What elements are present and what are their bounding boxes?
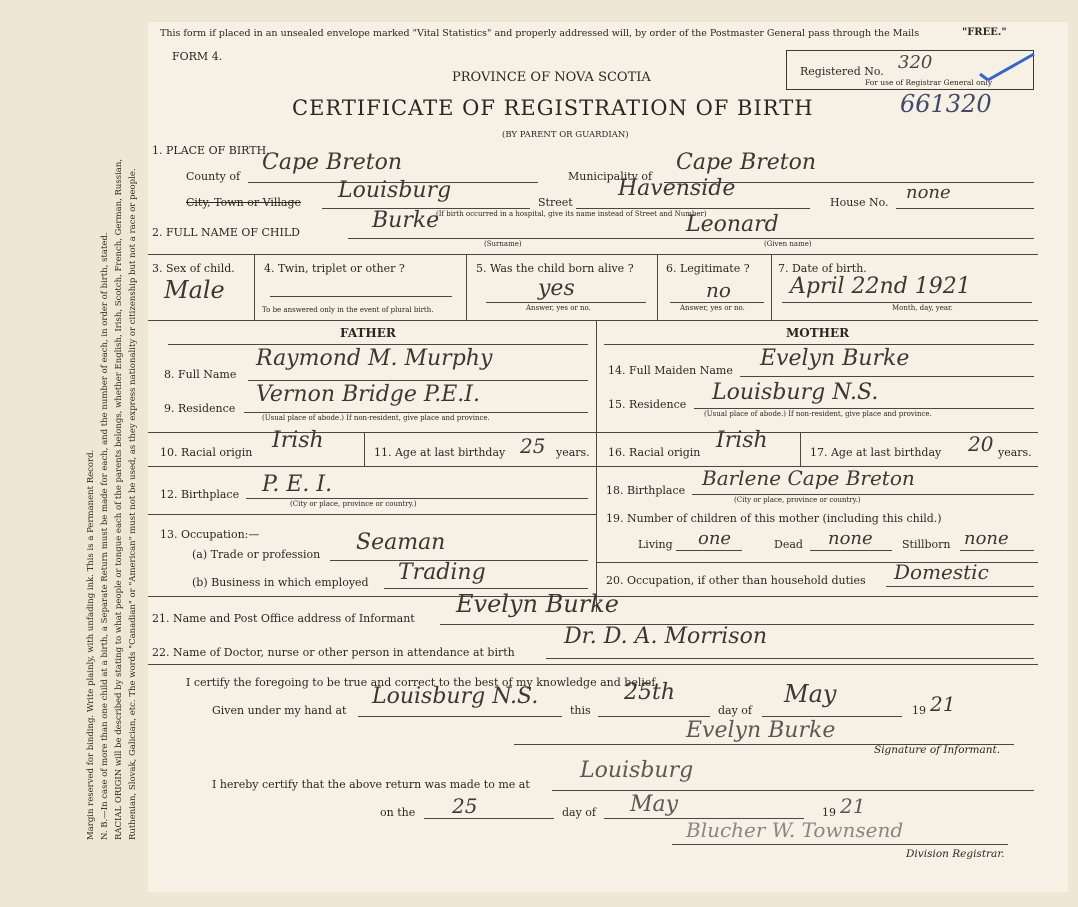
mother-age-value: 20 xyxy=(968,432,994,456)
side-note-4: Ruthenian, Slovak, Galician, etc. The words "Canadian" or "American" must not be used, as they express nationality or citizenship but not a race or people. xyxy=(128,168,138,840)
child-surname: Burke xyxy=(372,208,440,233)
dead-value: none xyxy=(828,528,873,549)
file-number: 661320 xyxy=(900,90,992,118)
given-place-value: Louisburg N.S. xyxy=(372,684,539,709)
father-age-value: 25 xyxy=(520,434,546,458)
mother-name-value: Evelyn Burke xyxy=(760,346,910,371)
county-value: Cape Breton xyxy=(262,150,403,175)
dead-label: Dead xyxy=(774,538,803,551)
registrar-signature: Blucher W. Townsend xyxy=(686,818,904,842)
father-age-label: 11. Age at last birthday xyxy=(374,446,506,459)
mother-occupation-label: 20. Occupation, if other than household duties xyxy=(606,574,866,587)
side-note-3: RACIAL ORIGIN will be described by stating to what people or tongue each of the parents belongs, whether English, Irish, Scotch, French, German, Russian, xyxy=(114,158,124,840)
father-heading: FATHER xyxy=(340,326,396,340)
mother-occupation-value: Domestic xyxy=(894,560,989,584)
on-the-label: on the xyxy=(380,806,416,819)
given-year-value: 21 xyxy=(930,692,956,716)
hospital-note: (If birth occurred in a hospital, give its name instead of Street and Number) xyxy=(436,210,707,218)
given-note: (Given name) xyxy=(764,240,812,248)
legitimate-value: no xyxy=(706,278,731,302)
province-title: PROVINCE OF NOVA SCOTIA xyxy=(452,70,651,85)
hereby-text: I hereby certify that the above return was made to me at xyxy=(212,778,530,791)
city-value: Louisburg xyxy=(338,178,452,203)
father-business-label: (b) Business in which employed xyxy=(192,576,369,589)
doctor-label: 22. Name of Doctor, nurse or other person in attendance at birth xyxy=(152,646,515,659)
stillborn-value: none xyxy=(964,528,1009,549)
return-dayof-label: day of xyxy=(562,806,597,819)
alive-label: 5. Was the child born alive ? xyxy=(476,262,634,275)
father-residence-note: (Usual place of abode.) If non-resident, give place and province. xyxy=(262,414,490,422)
street-label: Street xyxy=(538,196,573,209)
father-name-label: 8. Full Name xyxy=(164,368,237,381)
given-label: Given under my hand at xyxy=(212,704,347,717)
mother-residence-value: Louisburg N.S. xyxy=(712,380,879,405)
registered-number: 320 xyxy=(898,52,933,73)
children-label: 19. Number of children of this mother (including this child.) xyxy=(606,512,942,525)
certificate-title: CERTIFICATE OF REGISTRATION OF BIRTH xyxy=(292,96,814,120)
stillborn-label: Stillborn xyxy=(902,538,951,551)
registered-label: Registered No. xyxy=(800,65,884,78)
registrar-note: For use of Registrar General only xyxy=(865,78,993,87)
father-racial-label: 10. Racial origin xyxy=(160,446,253,459)
signature-informant-label: Signature of Informant. xyxy=(874,744,1001,756)
father-birthplace-note: (City or place, province or country.) xyxy=(290,500,417,508)
side-note-1: Margin reserved for binding. Write plainly, with unfading ink. This is a Permanent Record. xyxy=(86,449,96,840)
street-value: Havenside xyxy=(618,176,736,201)
child-name-label: 2. FULL NAME OF CHILD xyxy=(152,226,300,239)
certify-text: I certify the foregoing to be true and correct to the best of my knowledge and belief. xyxy=(186,676,659,689)
alive-note: Answer, yes or no. xyxy=(526,304,591,312)
informant-value: Evelyn Burke xyxy=(456,590,619,618)
father-residence-value: Vernon Bridge P.E.I. xyxy=(256,382,480,407)
father-occupation-label: 13. Occupation:— xyxy=(160,528,260,541)
given-dayof-label: day of xyxy=(718,704,753,717)
twin-label: 4. Twin, triplet or other ? xyxy=(264,262,405,275)
return-day-value: 25 xyxy=(452,794,478,818)
informant-label: 21. Name and Post Office address of Informant xyxy=(152,612,415,625)
certificate-subtitle: (BY PARENT OR GUARDIAN) xyxy=(502,130,629,140)
mail-note: This form if placed in an unsealed envelope marked "Vital Statistics" and properly addressed will, by order of the Postmaster General pass through the Mails xyxy=(160,28,920,39)
sex-label: 3. Sex of child. xyxy=(152,262,235,275)
municipality-label: Municipality of xyxy=(568,170,653,183)
mother-name-label: 14. Full Maiden Name xyxy=(608,364,733,377)
date-value: April 22nd 1921 xyxy=(790,274,971,299)
mother-residence-note: (Usual place of abode.) If non-resident, give place and province. xyxy=(704,410,932,418)
father-name-value: Raymond M. Murphy xyxy=(256,346,493,371)
mother-years: years. xyxy=(998,446,1032,459)
child-given-name: Leonard xyxy=(686,212,779,237)
return-place-value: Louisburg xyxy=(580,758,694,783)
mother-residence-label: 15. Residence xyxy=(608,398,687,411)
side-note-2: N. B.—In case of more than one child at a birth, a Separate Return must be made for each, and the number of each, in order of birth, stated. xyxy=(100,232,110,840)
surname-note: (Surname) xyxy=(484,240,522,248)
city-label: City, Town or Village xyxy=(186,196,301,209)
date-label: 7. Date of birth. xyxy=(778,262,867,275)
form-number: FORM 4. xyxy=(172,50,223,63)
legitimate-note: Answer, yes or no. xyxy=(680,304,745,312)
mother-birthplace-value: Barlene Cape Breton xyxy=(702,466,915,490)
father-residence-label: 9. Residence xyxy=(164,402,236,415)
sex-value: Male xyxy=(164,276,225,304)
father-racial-value: Irish xyxy=(272,428,324,453)
doctor-value: Dr. D. A. Morrison xyxy=(564,624,767,649)
mother-racial-label: 16. Racial origin xyxy=(608,446,701,459)
checkmark-icon xyxy=(978,52,1038,82)
date-note: Month, day, year. xyxy=(892,304,953,312)
given-year-prefix: 19 xyxy=(912,704,926,717)
father-birthplace-value: P. E. I. xyxy=(262,472,333,497)
return-month-value: May xyxy=(630,792,679,817)
house-label: House No. xyxy=(830,196,889,209)
living-label: Living xyxy=(638,538,673,551)
father-business-value: Trading xyxy=(398,560,486,585)
mother-age-label: 17. Age at last birthday xyxy=(810,446,942,459)
return-year-value: 21 xyxy=(840,794,866,818)
alive-value: yes xyxy=(538,276,575,301)
father-trade-label: (a) Trade or profession xyxy=(192,548,321,561)
house-value: none xyxy=(906,182,951,203)
free-label: "FREE." xyxy=(962,27,1007,38)
this-label: this xyxy=(570,704,591,717)
informant-signature: Evelyn Burke xyxy=(686,718,836,743)
mother-racial-value: Irish xyxy=(716,428,768,453)
given-day-value: 25th xyxy=(624,680,676,705)
mother-birthplace-label: 18. Birthplace xyxy=(606,484,686,497)
mother-heading: MOTHER xyxy=(786,326,850,340)
twin-note: To be answered only in the event of plural birth. xyxy=(262,306,434,314)
return-year-prefix: 19 xyxy=(822,806,836,819)
place-label: 1. PLACE OF BIRTH. xyxy=(152,144,270,157)
living-value: one xyxy=(698,528,732,549)
binding-margin xyxy=(0,0,148,907)
division-registrar-label: Division Registrar. xyxy=(906,848,1005,860)
father-years: years. xyxy=(556,446,590,459)
mother-birthplace-note: (City or place, province or country.) xyxy=(734,496,861,504)
legitimate-label: 6. Legitimate ? xyxy=(666,262,750,275)
county-label: County of xyxy=(186,170,241,183)
father-birthplace-label: 12. Birthplace xyxy=(160,488,240,501)
given-month-value: May xyxy=(784,680,837,708)
municipality-value: Cape Breton xyxy=(676,150,817,175)
father-trade-value: Seaman xyxy=(356,530,446,555)
